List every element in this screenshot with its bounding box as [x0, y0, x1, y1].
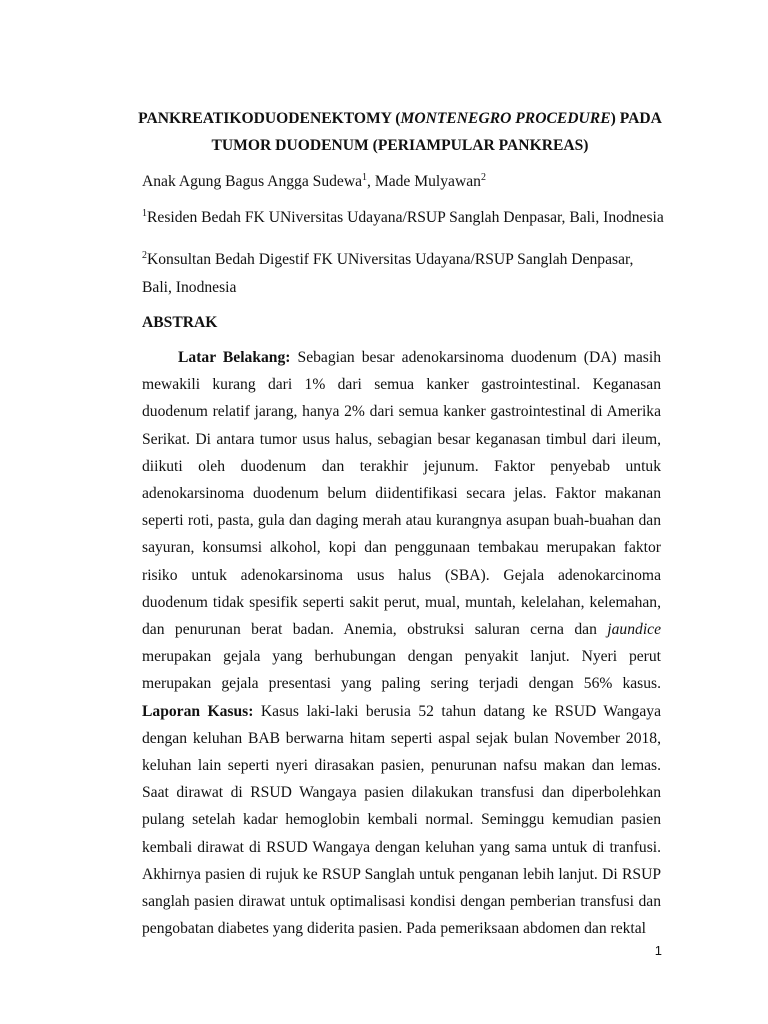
page-number: 1	[654, 943, 662, 958]
affiliation-2: $^2$Konsultan Bedah Digestif FK UNiversitas Udayana/RSUP Sanglah Denpasar, Bali, Inodnesia	[142, 249, 634, 296]
case-report-text: Kasus laki-laki berusia 52 tahun datang ke RSUD Wangaya dengan keluhan BAB berwarna hitam seperti aspal sejak bulan November 2018, keluhan lain seperti nyeri dirasakan pasien, penurunan nafsu makan dan lemas. Saat dirawat di RSUD Wangaya pasien dilakukan transfusi dan diperbolehkan pulang setelah kadar hemoglobin kembali normal. Seminggu kemudian pasien kembali dirawat di RSUD Wangaya dengan keluhan yang sama untuk di tranfusi. Akhirnya pasien di rujuk ke RSUP Sanglah untuk penganan lebih lanjut. Di RSUP sanglah pasien dirawat untuk optimalisasi kondisi dengan pemberian transfusi dan pengobatan diabetes yang diderita pasien. Pada pemeriksaan abdomen dan rektal	[142, 702, 661, 938]
abstract-body	[142, 344, 661, 942]
author-list: Anak Agung Bagus Angga Sudewa$^1$, Made Mulyawan$^2$	[142, 171, 486, 190]
background-label: Latar Belakang:	[178, 349, 291, 366]
author-name: Made Mulyawan	[374, 173, 481, 190]
author-name: Anak Agung Bagus Angga Sudewa	[142, 173, 363, 190]
case-report-label: Laporan Kasus:	[142, 702, 254, 720]
author-affiliation-marker: 2	[480, 171, 486, 183]
author-affiliation-marker: 1	[362, 171, 368, 183]
paper-title	[120, 105, 680, 159]
title-italic-term: MONTENEGRO PROCEDURE	[400, 110, 611, 127]
title-line-2: TUMOR DUODENUM (PERIAMPULAR PANKREAS)	[211, 137, 589, 154]
abstract-heading: ABSTRAK	[142, 314, 218, 331]
affiliation-1: $^1$Residen Bedah FK UNiversitas Udayana/RSUP Sanglah Denpasar, Bali, Inodnesia	[142, 207, 664, 226]
background-text: Sebagian besar adenokarsinoma duodenum (DA) masih mewakili kurang dari 1% dari semua kanker gastrointestinal. Keganasan duodenum relatif jarang, hanya 2% dari semua kanker gastrointestinal di Amerika Serikat. Di antara tumor usus halus, sebagian besar keganasan timbul dari ileum, diikuti oleh duodenum dan terakhir jejunum. Faktor penyebab untuk adenokarsinoma duodenum belum diidentifikasi secara jelas. Faktor makanan seperti roti, pasta, gula dan daging merah atau kurangnya asupan buah-buahan dan sayuran, konsumsi alkohol, kopi dan penggunaan tembakau merupakan faktor risiko untuk adenokarsinoma usus halus (SBA). Gejala adenokarcinoma duodenum tidak spesifik seperti sakit perut, mual, muntah, kelelahan, kelemahan, dan penurunan berat badan. Anemia, obstruksi saluran cerna dan	[142, 349, 661, 639]
background-text-cont: merupakan gejala yang berhubungan dengan penyakit lanjut. Nyeri perut merupakan gejala presentasi yang paling sering terjadi dengan 56% kasus.	[142, 648, 661, 693]
title-line-1: PANKREATIKODUODENEKTOMY (MONTENEGRO PROCEDURE) PADA	[138, 110, 662, 127]
italic-term: jaundice	[607, 621, 661, 639]
